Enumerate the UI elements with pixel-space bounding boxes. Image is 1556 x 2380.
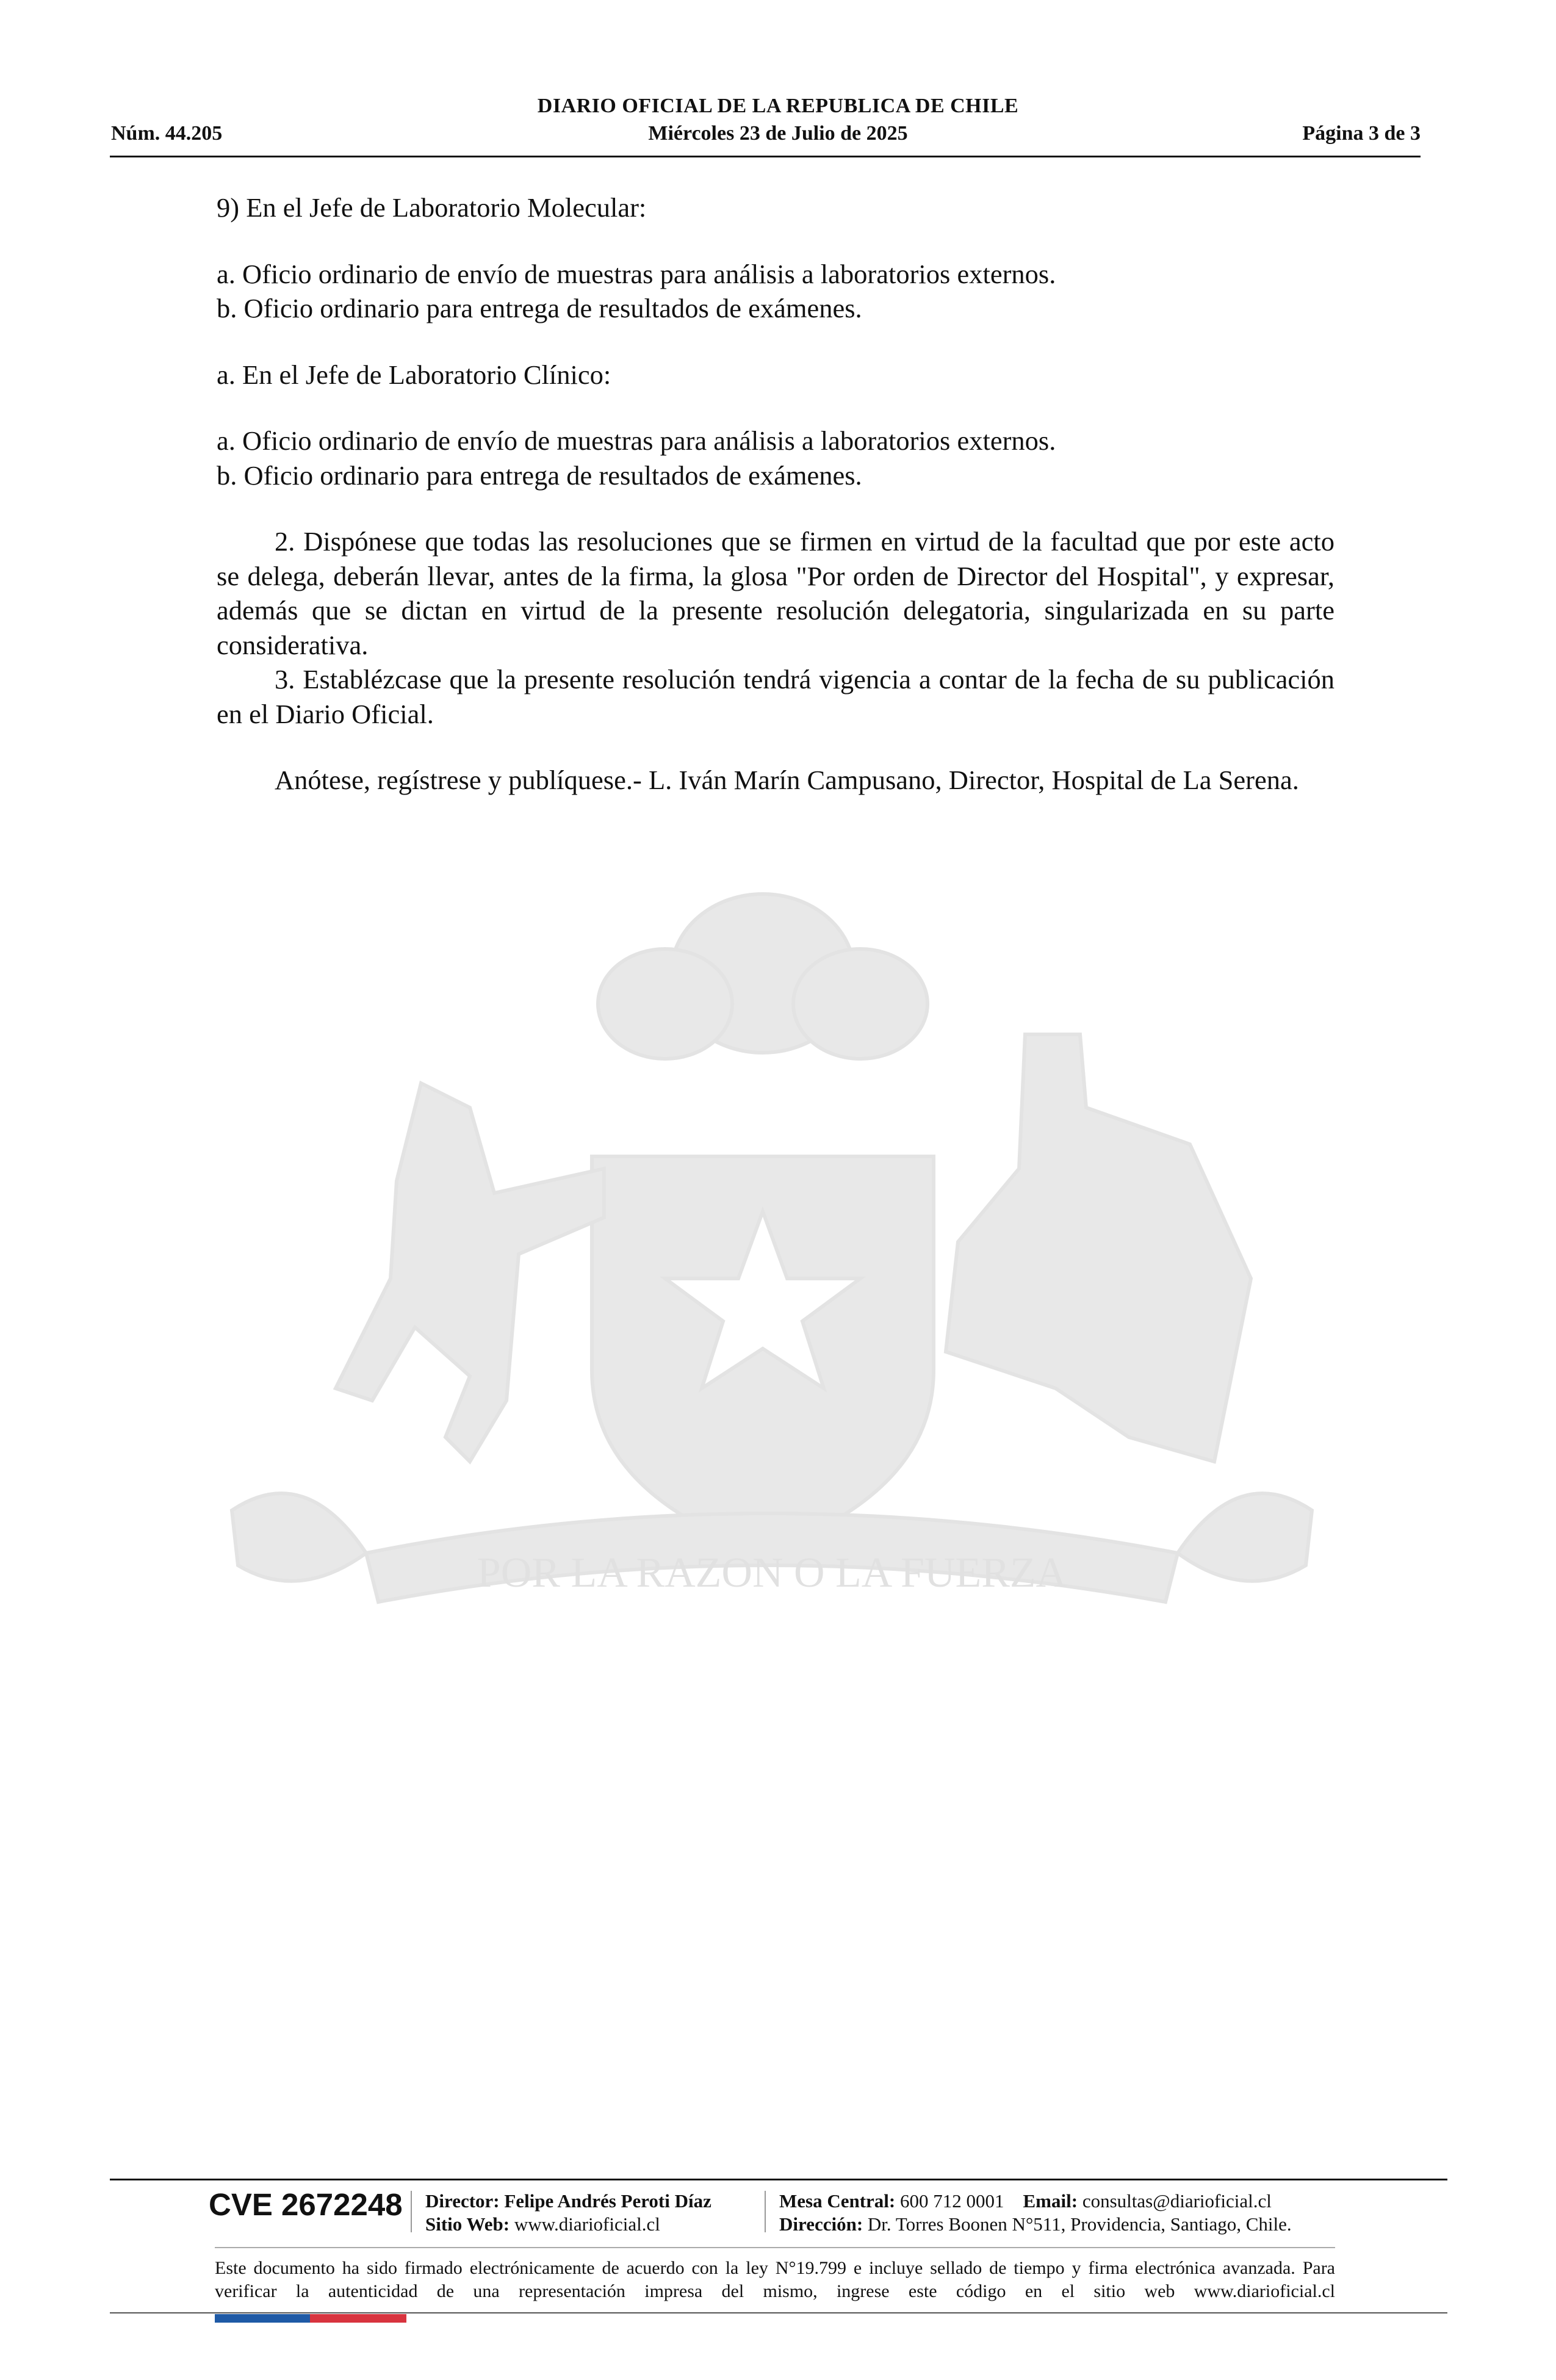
director-label: Director: — [425, 2190, 500, 2212]
footer-divider-thin — [215, 2247, 1335, 2248]
list-item: b. Oficio ordinario para entrega de resultados de exámenes. — [217, 460, 862, 491]
list-item: a. Oficio ordinario de envío de muestras para análisis a laboratorios externos. — [217, 258, 1056, 289]
issue-number: Núm. 44.205 — [111, 122, 223, 145]
footer-divider — [110, 2179, 1447, 2180]
footer-bottom-rule — [110, 2312, 1447, 2313]
closing-signature: Anótese, regístrese y publíquese.- L. Iván Marín Campusano, Director, Hospital de La Serena. — [275, 765, 1299, 795]
section-heading-clinico: a. En el Jefe de Laboratorio Clínico: — [217, 359, 611, 390]
footer-contact-left — [425, 2190, 711, 2236]
section-heading-molecular: 9) En el Jefe de Laboratorio Molecular: — [217, 192, 647, 223]
chile-coat-of-arms-icon — [214, 851, 1330, 1669]
footer-contact-right — [779, 2190, 1292, 2236]
page-indicator: Página 3 de 3 — [1302, 122, 1421, 145]
resolution-clause-2: 2. Dispónese que todas las resoluciones que se firmen en virtud de la facultad que por este acto se delega, deberán llevar, antes de la firma, la glosa "Por orden de Director del Hospital", y expresar, además que se dictan en virtud de la presente resolución delegatoria, singularizada en su parte considerativa. — [217, 526, 1334, 660]
email-label: Email: — [1023, 2190, 1078, 2212]
flag-stripe-blue — [215, 2314, 310, 2323]
address-value: Dr. Torres Boonen N°511, Providencia, Santiago, Chile. — [867, 2213, 1292, 2235]
phone-label: Mesa Central: — [779, 2190, 896, 2212]
watermark-motto: POR LA RAZON O LA FUERZA — [477, 1549, 1067, 1596]
cve-code: CVE 2672248 — [209, 2187, 403, 2222]
document-body — [217, 190, 1334, 798]
website-label: Sitio Web: — [425, 2213, 510, 2235]
flag-stripe-red — [310, 2314, 406, 2323]
director-name: Felipe Andrés Peroti Díaz — [504, 2190, 711, 2212]
list-item: a. Oficio ordinario de envío de muestras para análisis a laboratorios externos. — [217, 425, 1056, 456]
legal-notice: Este documento ha sido firmado electrónicamente de acuerdo con la ley N°19.799 e incluye sellado de tiempo y firma electrónica avanzada. Para verificar la autenticidad de una representación impresa del mismo, ingrese este código en el sitio web www.diarioficial.cl — [215, 2258, 1335, 2301]
footer-separator — [765, 2191, 766, 2232]
list-item: b. Oficio ordinario para entrega de resultados de exámenes. — [217, 293, 862, 323]
email-link[interactable]: consultas@diarioficial.cl — [1082, 2190, 1272, 2212]
phone-value: 600 712 0001 — [900, 2190, 1004, 2212]
address-label: Dirección: — [779, 2213, 863, 2235]
publication-date: Miércoles 23 de Julio de 2025 — [648, 122, 908, 145]
website-link[interactable]: www.diarioficial.cl — [514, 2213, 660, 2235]
publication-title: DIARIO OFICIAL DE LA REPUBLICA DE CHILE — [537, 95, 1019, 117]
footer-separator — [411, 2191, 412, 2232]
header-divider — [110, 156, 1421, 157]
resolution-clause-3: 3. Establézcase que la presente resolución tendrá vigencia a contar de la fecha de su publicación en el Diario Oficial. — [217, 664, 1334, 729]
